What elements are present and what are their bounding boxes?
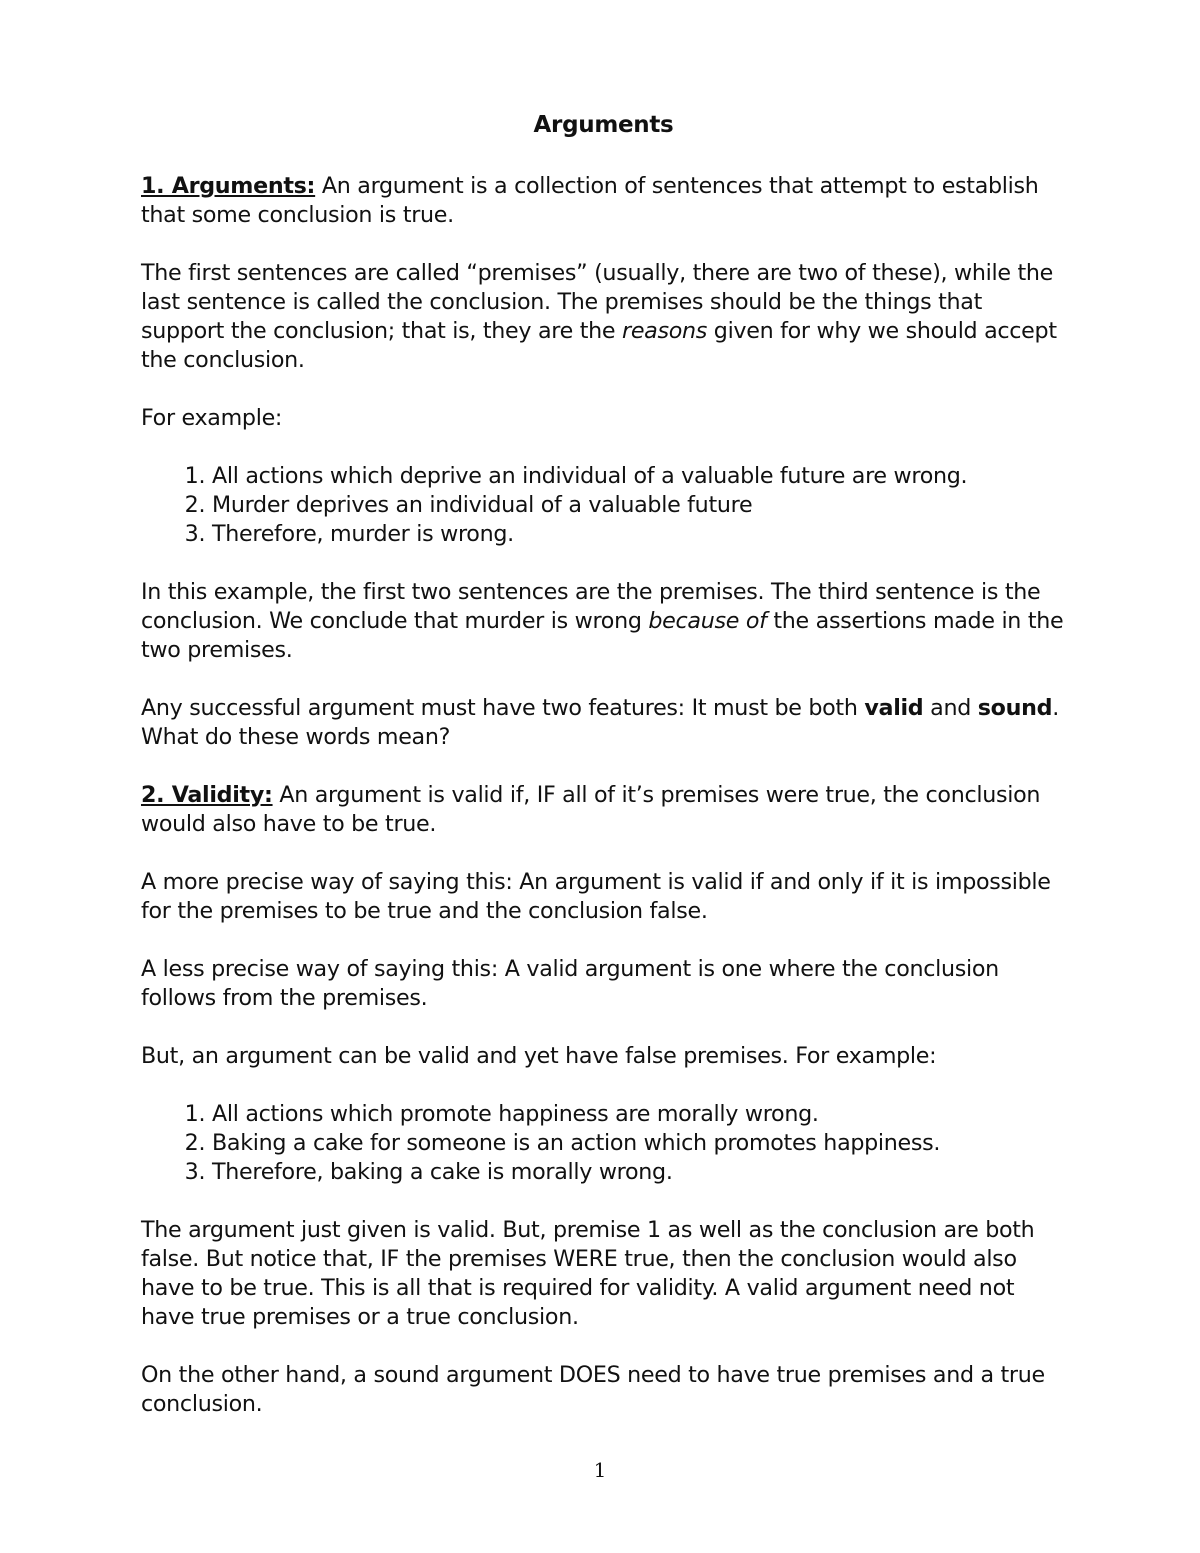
- validity-definition: [141, 781, 1066, 839]
- list-item: 3. Therefore, murder is wrong.: [212, 520, 1066, 549]
- features-paragraph: [141, 694, 1066, 752]
- paragraph-text: . What do these words mean?: [141, 695, 1059, 750]
- section-heading-arguments: 1. Arguments:: [141, 173, 316, 199]
- premises-paragraph: [141, 259, 1066, 375]
- validity-intro-text: An argument is valid if, IF all of it’s premises were true, the conclusion would also have to be true.: [141, 782, 1041, 837]
- emphasis-text: reasons: [622, 318, 708, 344]
- list-item: 1. All actions which promote happiness are morally wrong.: [212, 1100, 1066, 1129]
- list-item: 2. Baking a cake for someone is an action which promotes happiness.: [212, 1129, 1066, 1158]
- list-item: 2. Murder deprives an individual of a valuable future: [212, 491, 1066, 520]
- paragraph-text: given for why we should accept the conclusion.: [141, 318, 1057, 373]
- validity-explanation-paragraph: The argument just given is valid. But, premise 1 as well as the conclusion are both false. But notice that, IF the premises WERE true, then the conclusion would also have to be true. This is all that is required for validity. A valid argument need not have true premises or a true conclusion.: [141, 1217, 1035, 1330]
- less-precise-definition-paragraph: A less precise way of saying this: A valid argument is one where the conclusion follows from the premises.: [141, 956, 999, 1011]
- bold-term-sound: sound: [977, 695, 1053, 721]
- document-page: [141, 108, 1066, 1448]
- page-title: Arguments: [533, 112, 674, 138]
- example-explanation-paragraph: [141, 578, 1066, 665]
- paragraph-text: The first sentences are called “premises” (usually, there are two of these), while the last sentence is called the conclusion. The premises should be the things that support the conclusion; that is, they are the: [141, 260, 1054, 344]
- false-premises-paragraph: But, an argument can be valid and yet have false premises. For example:: [141, 1043, 937, 1069]
- list-item: 3. Therefore, baking a cake is morally wrong.: [212, 1158, 1066, 1187]
- paragraph-text: and: [923, 695, 978, 721]
- arguments-intro-text: An argument is a collection of sentences that attempt to establish that some conclusion is true.: [141, 173, 1039, 228]
- example-list-murder: [141, 462, 1066, 549]
- bold-term-valid: valid: [864, 695, 924, 721]
- emphasis-text: because of: [648, 608, 767, 634]
- sound-argument-paragraph: On the other hand, a sound argument DOES need to have true premises and a true conclusion.: [141, 1362, 1045, 1417]
- list-item: 1. All actions which deprive an individual of a valuable future are wrong.: [212, 462, 1066, 491]
- example-list-cake: [141, 1100, 1066, 1187]
- paragraph-text: In this example, the first two sentences are the premises. The third sentence is the conclusion. We conclude that murder is wrong: [141, 579, 1041, 634]
- arguments-definition: [141, 172, 1066, 230]
- page-number: 1: [593, 1458, 607, 1482]
- paragraph-text: Any successful argument must have two features: It must be both: [141, 695, 865, 721]
- precise-definition-paragraph: A more precise way of saying this: An argument is valid if and only if it is impossible for the premises to be true and the conclusion false.: [141, 869, 1051, 924]
- paragraph-text: the assertions made in the two premises.: [141, 608, 1064, 663]
- for-example-label: For example:: [141, 405, 283, 431]
- section-heading-validity: 2. Validity:: [141, 782, 273, 808]
